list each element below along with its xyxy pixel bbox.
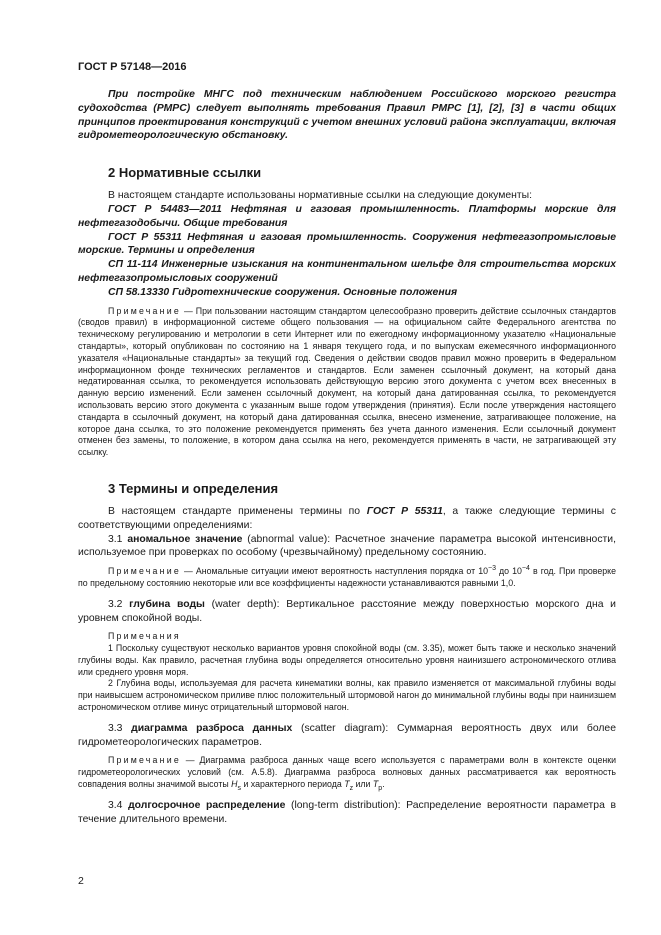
term-3-2-notes-label <box>78 631 616 643</box>
section-3-lead <box>78 505 616 533</box>
term-3-2-note-2: 2 Глубина воды, используемая для расчета кинематики волны, как правило изменяется от максимальной глубины воды при наивысшем астрономическом приливе плюс положительный штормовой нагон до минимальной глубины воды при наинизшем астрономическом отливе минус отрицательный штормовой нагон. <box>78 678 616 713</box>
section-2-title: 2 Нормативные ссылки <box>108 165 262 181</box>
note-text: — Аномальные ситуации имеют вероятность наступления порядка от 10 <box>180 566 488 577</box>
intro-paragraph: При постройке МНГС под техническим наблюдением Российского морского регистра судоходства (РМРС) следует выполнять требования Правил РМРС [1], [2], [3] в части общих принципов проектирования конструкций с учетом внешних условий района эксплуатации, включая гидрометеорологическую обстановку. <box>78 89 616 142</box>
note-text: — Диаграмма разброса данных чаще всего используется с параметрами волн в контексте оценки гидрометеорологических условий (см. А.5.8). Диаграмма разброса волновых данных рассматривается как вероятность совпадения волны значимой высоты <box>78 755 616 790</box>
term-name: аномальное значение <box>127 533 243 545</box>
term-3-1 <box>78 533 616 561</box>
term-3-1-note <box>78 566 616 590</box>
note-label: Примечание <box>108 305 181 316</box>
note-label: Примечание <box>108 755 181 766</box>
normative-reference: ГОСТ Р 54483—2011 Нефтяная и газовая промышленность. Платформы морские для нефтегазодобычи. Общие требования <box>78 203 616 229</box>
term-number: 3.3 <box>108 722 132 734</box>
page-content <box>78 88 616 826</box>
term-3-2 <box>78 598 616 626</box>
term-number: 3.4 <box>108 799 129 811</box>
section-3-title: 3 Термины и определения <box>108 480 279 496</box>
subscript: p <box>378 784 383 792</box>
section-2-lead: В настоящем стандарте использованы нормативные ссылки на следующие документы: <box>108 190 532 202</box>
note-text: и характерного периода <box>241 779 345 790</box>
normative-reference: СП 11-114 Инженерные изыскания на континентальном шельфе для строительства морских нефтегазопромысловых сооружений <box>78 259 616 284</box>
document-header: ГОСТ Р 57148—2016 <box>78 61 187 73</box>
note-text: . <box>382 779 385 790</box>
subscript: s <box>237 784 241 792</box>
exponent: −4 <box>521 565 530 573</box>
term-3-4 <box>78 799 616 827</box>
note-text: — При пользовании настоящим стандартом целесообразно проверить действие ссылочных стандартов (сводов правил) в информационной системе общего пользования — на официальном сайте Федерального агентства по техническому регулированию и метрологии в сети Интернет или по ежегодному информационному указателю «Национальные стандарты», который опубликован по состоянию на 1 января текущего года, и по выпускам ежемесячного информационного указателя «Национальные стандарты» за текущий год. Сведения о действии сводов правил можно проверить в Федеральном информационном фонде технических регламентов и стандартов. Если заменен ссылочный документ, на который дана недатированная ссылка, то рекомендуется использовать действующую версию этого документа с учетом всех внесенных в данную версию изменений. Если заменен ссылочный документ, на который дана датированная ссылка, то рекомендуется использовать версию этого документа с указанным выше годом утверждения (принятия). Если после утверждения настоящего стандарта в ссылочный документ, на который дана датированная ссылка, внесено изменение, затрагивающее положение, на которое дана ссылка, то это положение рекомендуется применять без учета данного изменения. Если ссылочный документ отменен без замены, то положение, в котором дана ссылка на него, рекомендуется применять в части, не затрагивающей эту ссылку. <box>78 305 616 458</box>
term-3-2-note-1: 1 Поскольку существуют несколько вариантов уровня спокойной воды (см. 3.35), может быть также и несколько значений глубины воды. Как правило, расчетная глубина воды определяется относительно уровня наинизшего астрономического отлива или среднего уровня моря. <box>78 643 616 677</box>
term-name: диаграмма разброса данных <box>131 722 293 734</box>
term-definition: (water depth): Вертикальное расстояние между поверхностью морского дна и уровнем спокойной воды. <box>78 598 616 624</box>
term-name: долгосрочное распределение <box>128 799 286 811</box>
page-number: 2 <box>78 875 84 887</box>
note-text: до 10 <box>495 566 522 577</box>
note-label: Примечание <box>108 566 181 577</box>
term-definition: (long-term distribution): Распределение вероятности параметра в течение длительного времени. <box>78 799 616 825</box>
notes-label: Примечания <box>108 631 181 642</box>
subscript: z <box>349 784 354 792</box>
lead-reference: ГОСТ Р 55311 <box>366 505 443 517</box>
term-number: 3.2 <box>108 598 130 610</box>
normative-reference: СП 58.13330 Гидротехнические сооружения. Основные положения <box>108 286 458 298</box>
term-definition: (abnormal value): Расчетное значение параметра высокой интенсивности, используемое при проверках по особому (чрезвычайному) предельному состоянию. <box>78 533 616 559</box>
note-text: в год. При проверке по предельному состоянию некоторые или все коэффициенты надежности устанавливаются равными 1,0. <box>78 566 616 588</box>
exponent: −3 <box>488 565 496 573</box>
symbol: T <box>372 779 379 790</box>
normative-reference: ГОСТ Р 55311 Нефтяная и газовая промышленность. Сооружения нефтегазопромысловые морские. Термины и определения <box>78 231 616 257</box>
term-3-3 <box>78 722 616 750</box>
term-definition: (scatter diagram): Суммарная вероятность двух или более гидрометеорологических параметров. <box>78 722 616 748</box>
symbol: H <box>231 779 238 790</box>
lead-text: В настоящем стандарте применены термины по <box>108 505 367 517</box>
note-text: или <box>353 779 373 790</box>
section-2-note <box>78 306 616 459</box>
term-number: 3.1 <box>108 533 128 545</box>
symbol: T <box>344 779 350 790</box>
lead-text: , а также следующие термины с соответствующими определениями: <box>78 505 617 531</box>
term-3-3-note <box>78 755 616 790</box>
term-name: глубина воды <box>129 598 205 610</box>
